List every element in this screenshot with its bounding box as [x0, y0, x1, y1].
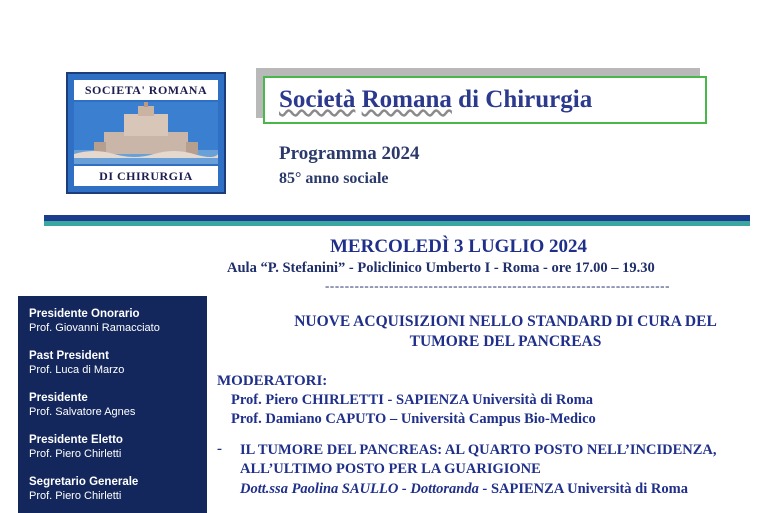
officer-name: Prof. Giovanni Ramacciato: [29, 322, 160, 334]
topic-line-2: TUMORE DEL PANCREAS: [409, 333, 602, 350]
moderator-item: Prof. Piero CHIRLETTI - SAPIENZA Università di Roma: [231, 392, 593, 408]
officer-name: Prof. Luca di Marzo: [29, 364, 125, 376]
logo-bottom-text: DI CHIRURGIA: [74, 166, 218, 186]
talk-bullet: -: [217, 441, 222, 457]
event-date: MERCOLEDÌ 3 LUGLIO 2024: [330, 236, 588, 257]
officer-item: [29, 349, 124, 377]
program-year: Programma 2024: [279, 143, 420, 164]
social-year: 85° anno sociale: [279, 170, 389, 187]
moderators-heading: MODERATORI:: [217, 373, 328, 389]
officer-role: Past President: [29, 350, 109, 362]
castle-icon: [74, 102, 218, 164]
officers-sidebar: [18, 296, 207, 513]
session-topic: [258, 312, 753, 352]
talk-speaker: [240, 481, 688, 498]
talk-title-line-1: IL TUMORE DEL PANCREAS: AL QUARTO POSTO NELL’INCIDENZA,: [240, 442, 717, 458]
title-word-romana: Romana: [361, 86, 452, 113]
officer-name: Prof. Piero Chirletti: [29, 490, 122, 502]
officer-item: [29, 433, 123, 461]
society-logo: [66, 72, 226, 194]
officer-name: Prof. Salvatore Agnes: [29, 406, 136, 418]
divider-teal: [44, 221, 750, 226]
title-word-chirurgia: di Chirurgia: [458, 86, 593, 113]
logo-top-text: SOCIETA' ROMANA: [74, 80, 218, 100]
title-box: [263, 76, 707, 124]
officer-role: Presidente Eletto: [29, 434, 123, 446]
officer-role: Presidente: [29, 392, 88, 404]
officer-role: Segretario Generale: [29, 476, 139, 488]
talk-title-line-2: ALL’ULTIMO POSTO PER LA GUARIGIONE: [240, 461, 541, 477]
page-title: [279, 86, 592, 114]
officer-item: [29, 391, 135, 419]
officer-name: Prof. Piero Chirletti: [29, 448, 122, 460]
officer-role: Presidente Onorario: [29, 308, 140, 320]
speaker-affiliation: SAPIENZA Università di Roma: [490, 481, 688, 497]
topic-line-1: NUOVE ACQUISIZIONI NELLO STANDARD DI CURA DEL: [294, 313, 717, 330]
title-word-societa: Società: [279, 86, 356, 113]
moderator-item: Prof. Damiano CAPUTO – Università Campus Bio-Medico: [231, 411, 596, 427]
speaker-name: Dott.ssa Paolina SAULLO - Dottoranda -: [240, 481, 491, 497]
officer-item: [29, 307, 160, 335]
event-venue: Aula “P. Stefanini” - Policlinico Umberto I - Roma - ore 17.00 – 19.30: [227, 260, 655, 276]
officer-item: [29, 475, 138, 503]
separator-line: ----------------------------------------------------------------------: [325, 278, 671, 293]
